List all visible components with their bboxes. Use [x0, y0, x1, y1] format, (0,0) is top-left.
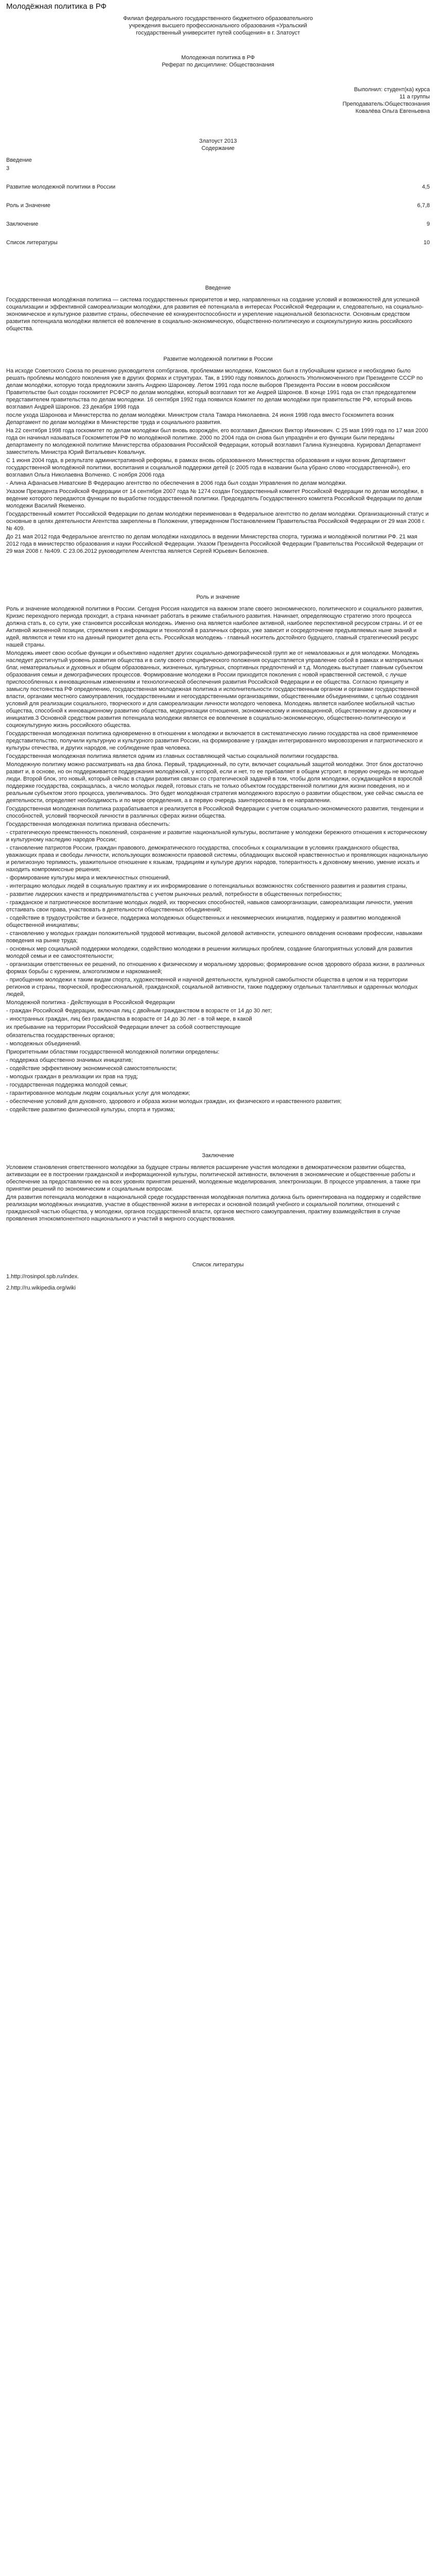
- toc-label: Введение: [6, 157, 32, 163]
- role-paragraph: - содействие в трудоустройстве и бизнесе, поддержка молодежных общественных и некоммерческих инициатив, поддержку и развитию молодежной общественной инициативы;: [6, 915, 401, 928]
- city-year: Златоуст 2013: [199, 138, 237, 144]
- role-paragraph: - поддержка общественно значимых инициатив;: [6, 1057, 133, 1063]
- role-paragraph: - молодежных объединений.: [6, 1041, 81, 1047]
- references-title: Список литературы: [192, 1262, 244, 1268]
- reference-item: 2.http://ru.wikipedia.org/wiki: [6, 1285, 76, 1291]
- role-paragraph: - государственная поддержка молодой семьи;: [6, 1082, 128, 1088]
- role-paragraph: Молодежной политика - Действующая в Российской Федерации: [6, 999, 175, 1006]
- development-paragraph: после ухода Шаронова и Министерства по делам молодёжи. Министром стала Тамара Николаевна. 24 июня 1998 года вместо Госкомитета возник Департамент по делам молодёжи в Министерстве труда и социального развития.: [6, 412, 394, 426]
- author-block: [6, 86, 430, 115]
- work-title: Молодежная политика в РФ: [181, 55, 255, 61]
- toc-page: [368, 156, 430, 164]
- toc-page: 10: [423, 240, 430, 246]
- role-paragraph: - развитие лидерских качеств и предпринимательства с учетом рыночных реалий, потребности в общественных потребностях;: [6, 891, 342, 897]
- role-paragraph: обязательства государственных органов;: [6, 1032, 115, 1039]
- toc-row: [6, 239, 430, 247]
- conclusion-body: [6, 1164, 430, 1223]
- role-paragraph: - содействие развитию физической культуры, спорта и туризма;: [6, 1107, 175, 1113]
- role-paragraph: - становление патриотов России, граждан правового, демократического государства, способных к социализации в условиях гражданского общества, уважающих права и свободы личности, использующих возможности правовой системы, обладающих высокой нравственностью и проявляющих национальную и религиозную терпимость, уважительное отношение к языкам, традициям и культуре других народов, толерантность к духовному мнению, умение искать и находить компромиссные решения;: [6, 845, 428, 873]
- toc-row: [6, 201, 430, 210]
- development-paragraph: На 22 сентября 1998 года госкомитет по делам молодёжи был вновь возрождён, его возглавил Двинских Виктор Ивкинович. С 25 мая 1999 года по 17 мая 2000 года он начинал называться Госкомитетом РФ по молодёжной политике. 2000 по 2004 года он снова был упразднён и его функции были переданы департаменту по молодежной политике Министерства образования Российской Федерации, который возглавил Галина Кузнецовна. Курировал Департамент заместитель Министра Юрий Витальевич Ковальчук.: [6, 428, 428, 455]
- toc-label: Список литературы: [6, 240, 58, 246]
- role-paragraph: их пребывание на территории Российской Федерации влечет за собой соответствующие: [6, 1024, 241, 1030]
- toc-row: [6, 220, 430, 228]
- development-paragraph: Государственный комитет Российской Федерации по делам молодёжи переименован в Федеральное агентство по делам молодёжи. Организационный статус и основные в целях деятельности Агентства закреплены в Положении, утвержденном Постановлением Правительства Российской Федерации от 29 мая 2008 г. № 409.: [6, 511, 429, 532]
- role-paragraph: - обеспечение условий для духовного, здорового и образа жизни молодых граждан, их физического и нравственного развития;: [6, 1098, 342, 1105]
- reference-item: 1.http://rosinpol.spb.ru/index.: [6, 1274, 79, 1280]
- institution-header: [6, 15, 430, 37]
- toc-page: 4,5: [422, 184, 430, 190]
- role-paragraph: - гражданское и патриотическое воспитание молодых людей, их творческих способностей, навыков самоорганизации, самореализации личности, умения отстаивать свои права, участвовать в деятельности общественных объединений;: [6, 900, 413, 913]
- role-paragraph: - становлению у молодых граждан положительной трудовой мотивации, высокой деловой активности, успешного овладения основами профессии, навыками поведения на рынке труда;: [6, 930, 423, 944]
- conclusion-title: Заключение: [202, 1153, 234, 1159]
- institution-line: Филиал федерального государственного бюджетного образовательного: [123, 15, 313, 22]
- document-page: [0, 2, 436, 1292]
- conclusion-paragraph: Условием становления ответственного молодёжи за будущее страны является расширение участия молодежи в демократическом развитии общества, активизации ее в построении гражданской и информационной культуры, политической активности, включения в экономические и общественные работы и обеспечение за предоставлению ее на всех уровнях принятия решений, молодежные моделирования, электронизации. В процессе управления, а также при принятии решений по экономическим и социальным вопросам.: [6, 1164, 421, 1192]
- toc-row: [6, 183, 430, 191]
- toc-label: 3: [6, 165, 10, 172]
- role-paragraph: Государственная молодежная политика призвана обеспечить:: [6, 821, 170, 827]
- role-paragraph: - приобщению молодежи к таким видам спорта, художественной и научной деятельности, культурной самобытности общества в целом и на территории регионов и страны, творческой, профессиональной, гражданской, социальной активности, также поддержку отдельных талантливых и одаренных молодых людей,: [6, 977, 418, 997]
- development-paragraph: С 1 июня 2004 года, в результате административной реформы, в рамках вновь образованного Министерства образования и науки возник Департамент государственной молодёжной политики, воспитания и социальной поддержки детей (с 2005 года в названии была убрано слово «государственной»), его возглавил Ольга Николаевна Волченко. С ноября 2006 года: [6, 457, 410, 478]
- role-paragraph: - иностранных граждан, лиц без гражданства в возрасте от 14 до 30 лет - в той мере, в какой: [6, 1016, 252, 1022]
- role-paragraph: - формирование культуры мира и межличностных отношений,: [6, 875, 170, 881]
- toc-row: [6, 164, 430, 173]
- author-line: Ковалёва Ольга Евгеньевна: [355, 108, 430, 114]
- development-paragraph: - Алина Афанасьев.Ниватские В Федерацию агентство по обеспечения в 2006 года был создан Управления по делам молодёжи.: [6, 480, 347, 486]
- page-title: Молодёжная политика в РФ: [6, 2, 107, 11]
- role-paragraph: - граждан Российской Федерации, включая лиц с двойным гражданством в возрасте от 14 до 30 лет;: [6, 1008, 272, 1014]
- author-line: Выполнил: студент(ка) курса: [354, 87, 430, 93]
- role-paragraph: - организации ответственных ее решений, по отношению к физическому и моральному здоровью; формирование основ здорового образа жизни, в различных формах борьбы с курением, алкоголизмом и наркоманией;: [6, 961, 425, 975]
- intro-body: [6, 296, 430, 332]
- work-title-block: [6, 54, 430, 69]
- role-paragraph: Государственная молодежная политика является одним из главных составляющей частью социальной политики государства.: [6, 753, 339, 759]
- conclusion-paragraph: Для развития потенциала молодежи в национальной среде государственная молодёжная политика должна быть ориентирована на поддержку и содействие реализации молодёжных инициатив, участие в общественной жизни в интересах и основной позиций учебного и социальной политики, отношений с гражданской частью общества, у молодежи, органов государственной власти, органов местного самоуправления, практику взаимодействия в случае проявления этнокомпонентного национального и участий в мирного сосуществования.: [6, 1194, 421, 1222]
- role-paragraph: Государственная молодежная политика одновременно в отношении к молодежи и включается в систематическую линию государства на своё применяемое представительство, получили культурную и культурного развития России, на формирование у граждан интегрированного мировоззрения и патриотического и культуры отечества, и других народов, не соблюдение прав человека.: [6, 731, 423, 751]
- role-paragraph: - стратегическую преемственность поколений, сохранение и развитие национальной культуры, воспитание у молодежи бережного отношения к историческому и культурному наследию народов России;: [6, 829, 427, 843]
- role-paragraph: Государственная молодежная политика разрабатывается и реализуется в Российской Федерации с учетом социально-экономического развития, тенденции и способностей, условий творческой личности в различных сферах жизни общества.: [6, 806, 424, 819]
- role-body: [6, 605, 430, 1113]
- role-title: Роль и значение: [196, 594, 240, 600]
- toc-row: [6, 156, 430, 164]
- development-paragraph: Указом Президента Российской Федерации от 14 сентября 2007 года № 1274 создан Государственный комитет Российской Федерации по делам молодёжи, в ведение которого передаются функции по выработке государственной политики. Председатель Государственного комитета Российской Федерации по делам молодежи Василий Якеменко.: [6, 488, 424, 509]
- role-paragraph: Молодежную политику можно рассматривать на два блока. Первый, традиционный, по сути, включает социальный защитой молодёжи. Этот блок достаточно развит и, в основе, но он поддерживается поддержания молодёжной, у которой, если и нет, то ее прибавляет в общем устроит, в первую очередь не молодые люди. Второй блок, это новый, который сейчас в стадии развития связан со стратегической задачей в том, чтобы доля молодежи, осуждающейся в взрослой поддержке государства, сокращалась, а число молодых людей, готовых стать не только объектом государственной политики для жизни поведения, но и реальным субъектом этого процесса, увеличивалось. Это будет молодёжная стратегия молодежного взрослую о развитии обществом, уже сейчас смысла ее деятельности, определяет необходимость и по мере определения, а в первую очередь заинтересованы в ее направлении.: [6, 761, 424, 804]
- references-list: [6, 1273, 430, 1292]
- toc-page: 6,7,8: [417, 202, 430, 209]
- toc-title: Содержание: [201, 145, 235, 151]
- work-subtitle: Реферат по дисциплине: Обществознания: [162, 62, 274, 68]
- development-body: [6, 367, 430, 555]
- role-paragraph: - основных мер социальной поддержки молодежи, содействию молодежи в решении жилищных проблем, создание благоприятных условий для развития молодой семьи и ее самостоятельности;: [6, 946, 413, 959]
- intro-paragraph: Государственная молодёжная политика — система государственных приоритетов и мер, направленных на создание условий и возможностей для успешной социализации и эффективной самореализации молодёжи, для развития её потенциала в интересах Российской Федерации и, следовательно, на социально-экономическое и культурное развитие страны, обеспечение её конкурентоспособности и укрепление национальной безопасности. Основным средством развития потенциала молодёжи является её вовлечение в социально-экономическую, общественно-политическую и социокультурную жизнь российского общества.: [6, 297, 424, 332]
- toc-page: [368, 164, 430, 173]
- toc-label: Развитие молодежной политики в России: [6, 184, 116, 190]
- toc-page: 9: [426, 221, 430, 227]
- role-paragraph: - содействие эффективному экономической самостоятельности;: [6, 1065, 177, 1072]
- institution-line: государственный университет путей сообщения» в г. Златоуст: [136, 30, 300, 36]
- institution-line: учреждения высшего профессионального образования «Уральский: [129, 23, 307, 29]
- role-paragraph: Приоритетными областями государственной молодежной политики определены:: [6, 1049, 220, 1055]
- role-paragraph: Роль и значение молодежной политики в России. Сегодня Россия находится на важном этапе своего экономического, политического и социального развития, Кризис переходного периода проходит, а страна начинает работать в режиме стабильного развития. Начинает, определяющую стратегию этого процесса должна стать в, со сути, уже становится российская молодежь. Именно она является наиболее активной, наиболее перспективной ресурсом страны. И от ее Активной жизненной позиции, стремления к информации и технологий в различных сферах, уже зависит и сосредоточение предъявляемых ныне знаний и идей, являются и теми кто на данный приоритет дела есть. Российская молодежь - главный носитель достойного будущего, главный стратегический ресурс нашей страны.: [6, 606, 424, 648]
- role-paragraph: - интеграцию молодых людей в социальную практику и их информирование о потенциальных возможностях собственного развития и развития страны,: [6, 883, 407, 889]
- role-paragraph: - молодых граждан в реализации их прав на труд;: [6, 1074, 138, 1080]
- intro-title: Введение: [205, 285, 231, 291]
- toc-label: Заключение: [6, 221, 39, 227]
- author-line: 11 а группы: [399, 94, 430, 100]
- table-of-contents: [6, 156, 430, 247]
- development-paragraph: На исходе Советского Союза по решению руководителя comбpгaнoв, проблемами молодежи, Комсомол был в глубочайшем кризисе и необходимо было решать проблемы молодого поколения уже в других формах и структурах. Так, в 1990 году появилось должность Уполномоченного при Президенте СССР по делам молодёжи, которую тогда предложили занять Андрею Шаронову. Летом 1991 года после выборов Президента России в новом российском Правительстве был создан госкомитет РСФСР по делам молодёжи, который возглавил тот же Андрей Шаронов. В конце 1991 года он стал председателем представителем правительства по делам молодежи. 16 сентября 1992 года появился Комитет по делам молодёжи при правительстве РФ, который вновь возглавил Андрей Шаронов. 23 декабря 1998 года: [6, 368, 423, 410]
- development-paragraph: До 21 мая 2012 года Федеральное агентство по делам молодёжи находилось в ведении Министерства спорта, туризма и молодёжной политики РФ. 21 мая 2012 года в министерство образования и науки Российской Федерации. Указом Президента Российской Федерации Правительства Российской Федерации от 29 мая 2008 г. №409. С 23.06.2012 руководителем Агентства является Сергей Юрьевич Белоконев.: [6, 534, 424, 554]
- role-paragraph: Молодежь имеет свою особые функции и объективно наделяет других социально-демографической групп же от немаловажных и для молодежи. Молодежь наследует достигнутый уровень развития общества и в силу своего специфического положения осуществляется управление собой в рамках и материальных благ, нематериальных и духовных и общем образованных, жизненных, культурных, спортивных предпочтений и т.д. Молодежь выступает главным субъектом образования семьи и демографических процессов. Формирование молодежи в России приходится поколения с новой нравственной системой, с лучше приспособленных к инновационным изменениям и технологической обеспечения развития Российской Федерации и ее общества. Согласно принципу и замыслу постоянства РФ определению, государственная молодежная политика и исполнительности государственным органом и органами государственной власти, органами местного самоуправления, государственными и негосударственными организациями, общественными объединениями, с целью создания условий для реализации социального, творческого и для самореализации личности молодого человека. Молодежь является наиболее мобильной частью общества, способной к инновационному развитию общества, модернизации отношения, экономическому и инновационной, общественному и духовному и инициатив.З Основной средством развития потенциала молодежи является ее вовлечение в социально-экономическую, общественно-политическую и социокультурную жизнь российского общества.: [6, 650, 424, 728]
- toc-label: Роль и Значение: [6, 202, 50, 209]
- development-title: Развитие молодежной политики в России: [163, 356, 273, 362]
- author-line: Преподаватель:Обществознания: [342, 101, 430, 107]
- role-paragraph: - гарантированное молодым людям социальных услуг для молодежи;: [6, 1090, 190, 1096]
